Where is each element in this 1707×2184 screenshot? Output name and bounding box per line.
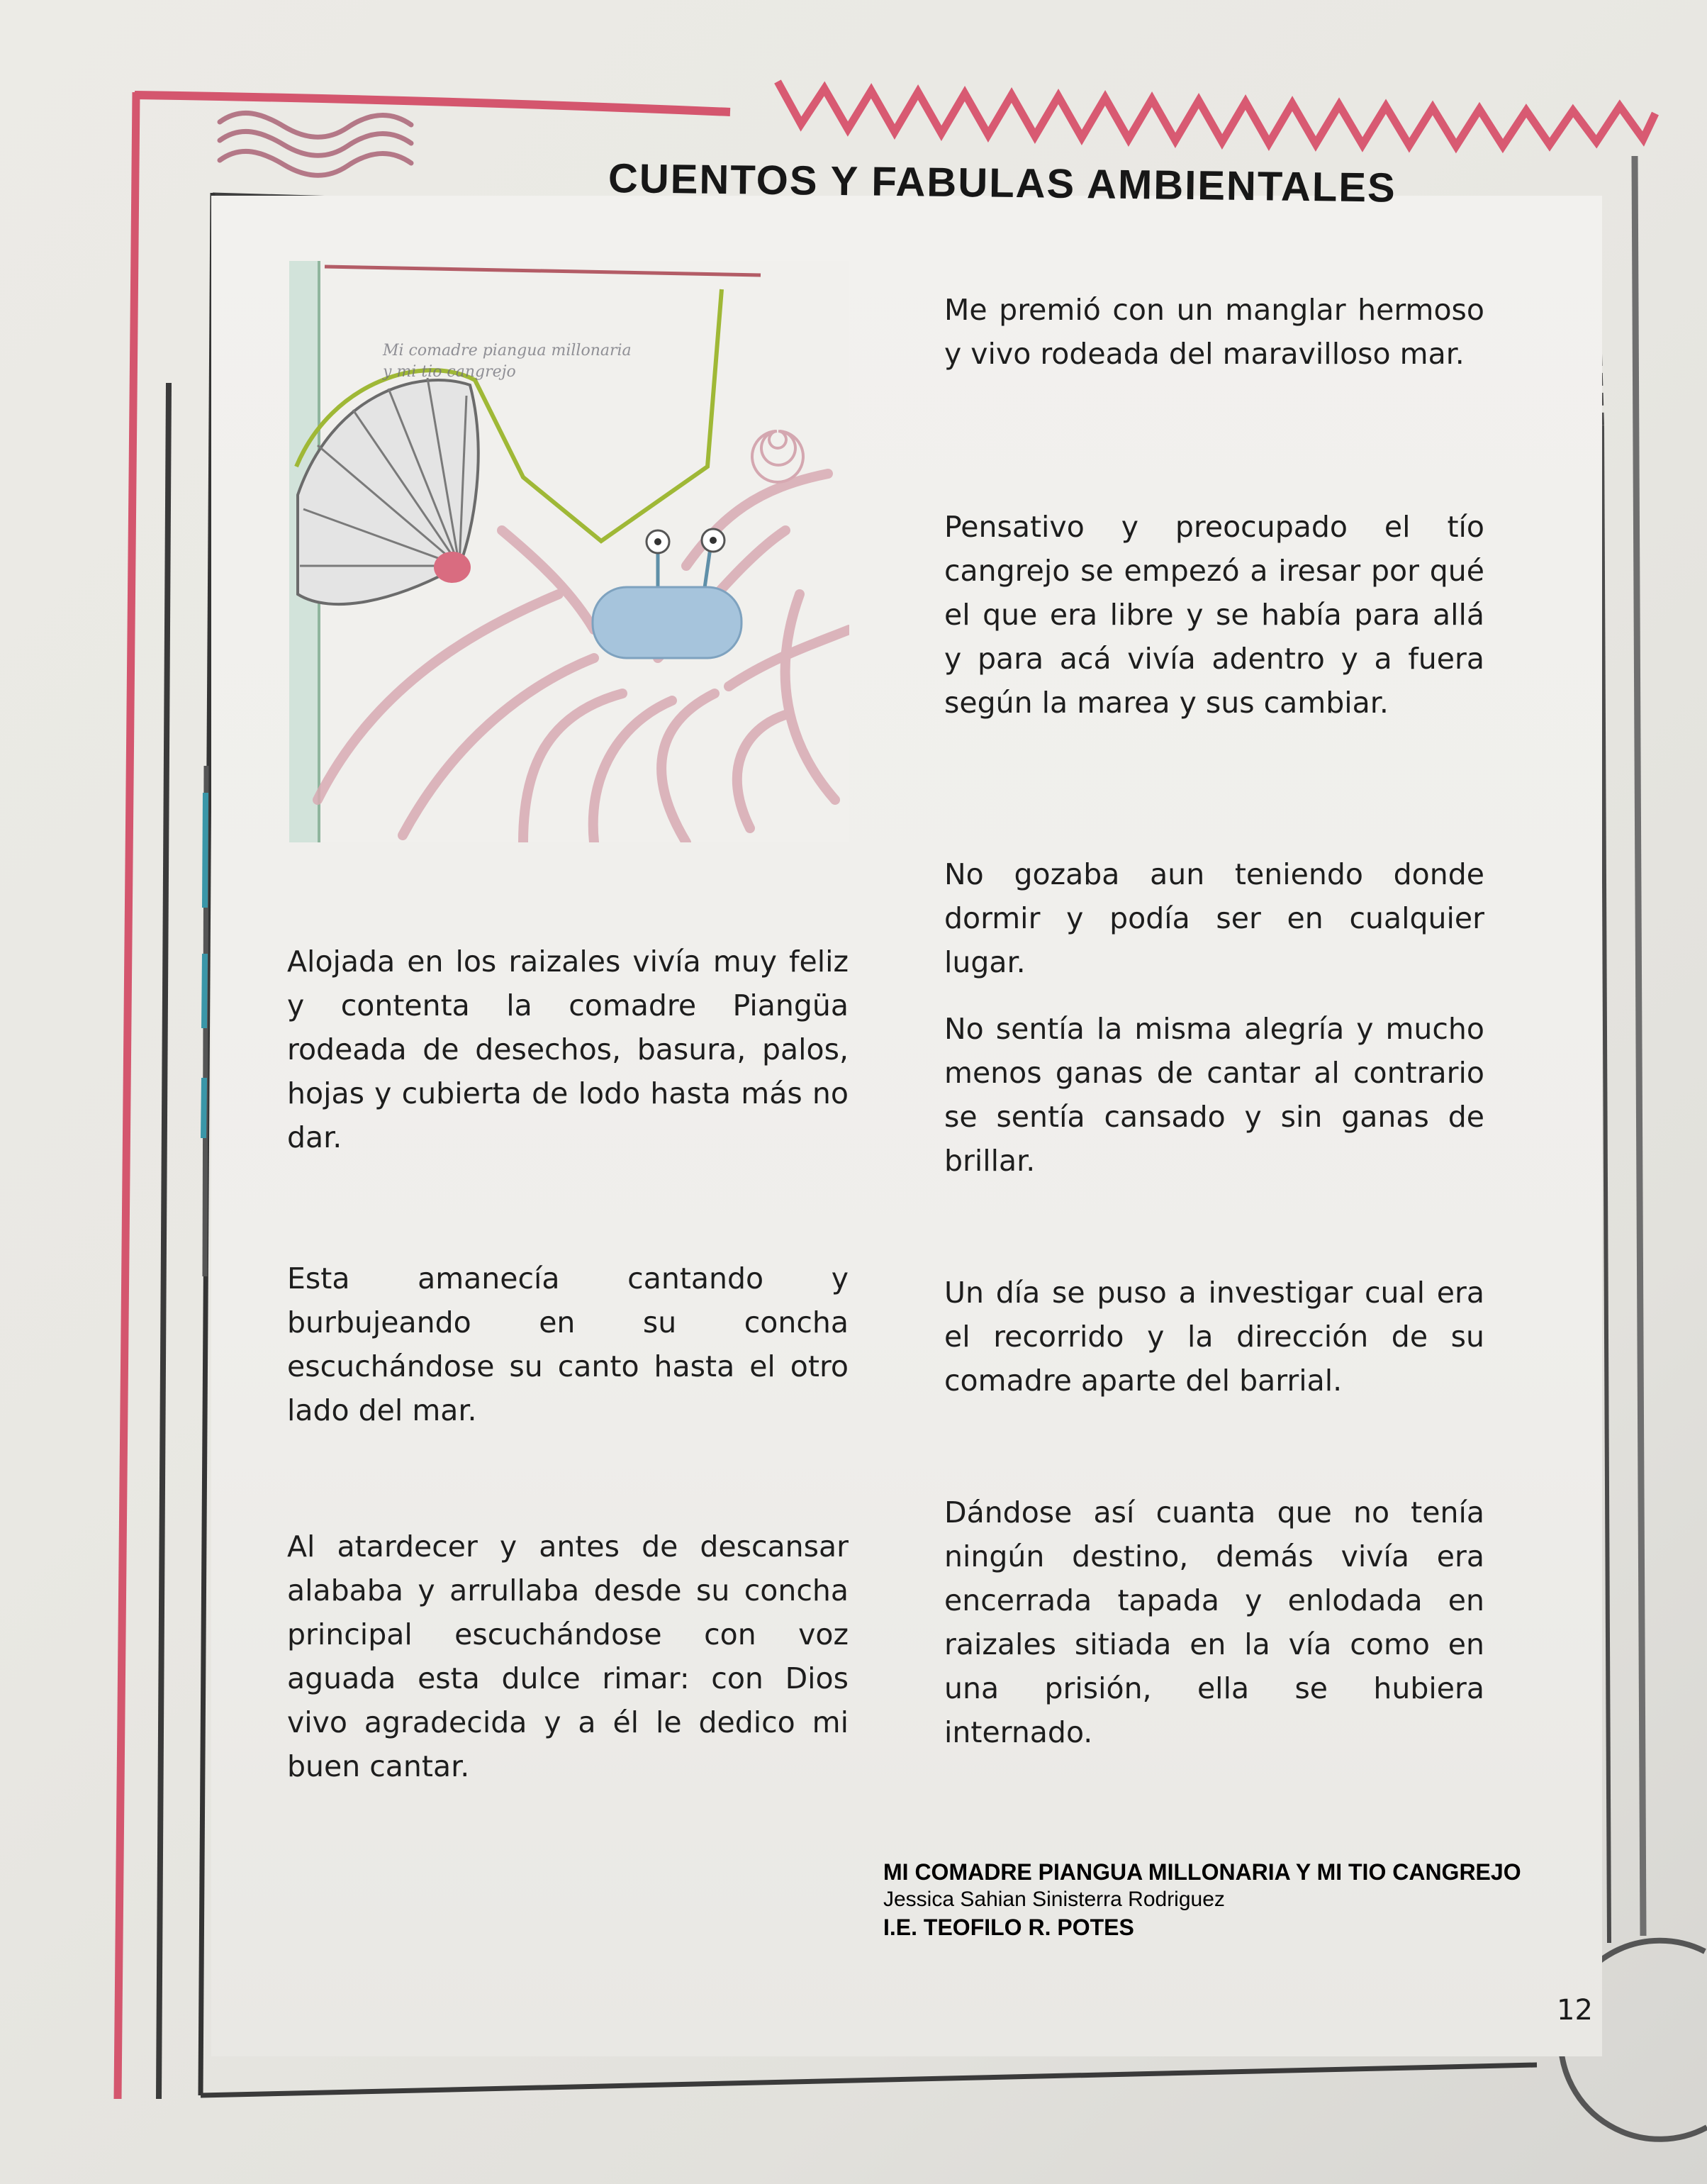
section-title: CUENTOS Y FABULAS AMBIENTALES [608,155,1397,211]
story-paragraph: Alojada en los raizales vivía muy feliz y contenta la comadre Piangüa rodeada de desechos, basura, palos, hojas y cubierta de lodo hasta más no dar. [287,945,849,1154]
story-paragraph: Pensativo y preocupado el tío cangrejo se empezó a iresar por qué el que era libre y se había para allá y para acá vivía adentro y a fuera según la marea y sus cambiar. [944,510,1484,720]
page-number: 12 [1557,1994,1593,2027]
story-paragraph: No gozaba aun teniendo donde dormir y podía ser en cualquier lugar. [944,857,1484,979]
story-paragraph: Al atardecer y antes de descansar alababa y arrullaba desde su concha principal escuchándose con voz aguada esta dulce rimar: con Dios vivo agradecida y a él le dedico mi buen cantar. [287,1530,849,1783]
caption-line-1: Mi comadre piangua millonaria [383,342,632,360]
story-paragraph: No sentía la misma alegría y mucho menos ganas de cantar al contrario se sentía cansado y sin ganas de brillar. [944,1012,1484,1178]
story-paragraph: Me premió con un manglar hermoso y vivo rodeada del maravilloso mar. [944,293,1484,371]
story-author: Jessica Sahian Sinisterra Rodriguez [883,1888,1225,1911]
story-paragraph: Un día se puso a investigar cual era el recorrido y la dirección de su comadre aparte del barrial. [944,1276,1484,1398]
caption-line-2: y mi tio cangrejo [383,363,516,381]
story-credits [883,1858,1521,1941]
story-paragraph: Dándose así cuanta que no tenía ningún destino, demás vivía era encerrada tapada y enlodada en raizales sitiada en la vía como en una prisión, ella se hubiera internado. [944,1495,1484,1749]
story-paragraph: Esta amanecía cantando y burbujeando en su concha escuchándose su canto hasta el otro lado del mar. [287,1261,849,1427]
school-name: I.E. TEOFILO R. POTES [883,1915,1134,1940]
story-title: MI COMADRE PIANGUA MILLONARIA Y MI TIO CANGREJO [883,1859,1521,1885]
illustration-handwritten-caption [383,340,681,383]
